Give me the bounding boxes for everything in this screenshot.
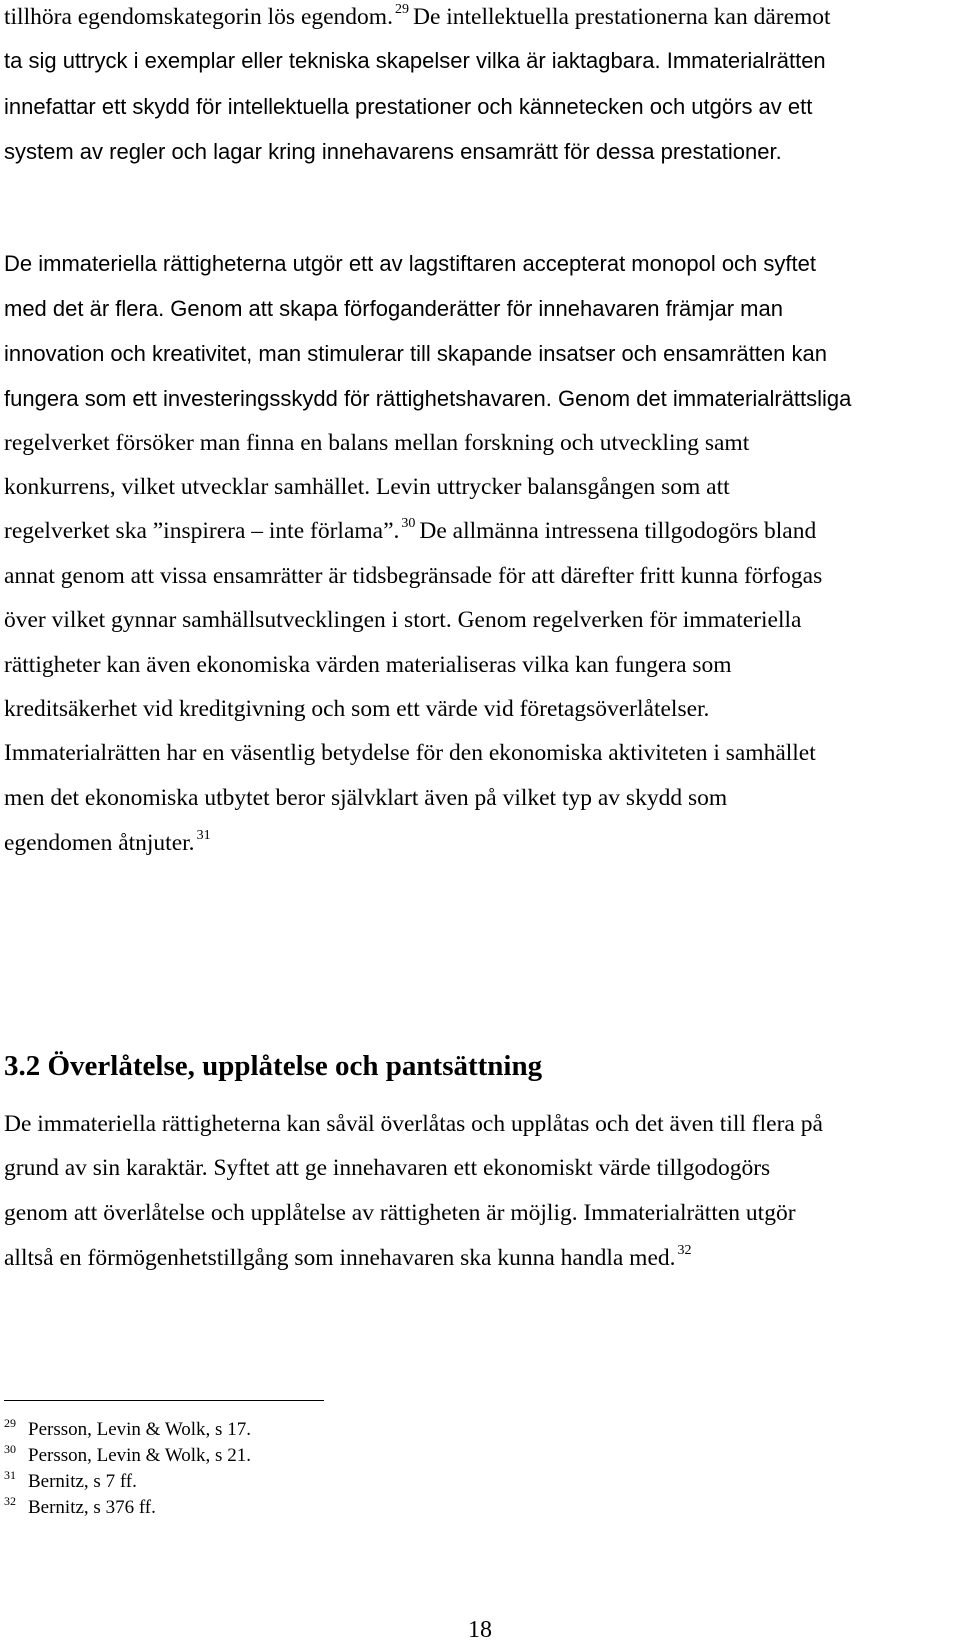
body-line bbox=[4, 828, 215, 858]
body-line: konkurrens, vilket utvecklar samhället. Levin uttrycker balansgången som att bbox=[4, 474, 730, 500]
page-number: 18 bbox=[468, 1617, 492, 1643]
body-line: grund av sin karaktär. Syftet att ge innehavaren ett ekonomiskt värde tillgodogörs bbox=[4, 1155, 771, 1181]
body-line: över vilket gynnar samhällsutvecklingen i stort. Genom regelverken för immateriella bbox=[4, 607, 802, 633]
footnote-reference: 32 bbox=[677, 1243, 692, 1258]
text-fragment: tillhöra egendomskategorin lös egendom. bbox=[4, 4, 393, 30]
footnote-reference: 29 bbox=[394, 2, 409, 17]
body-line: De immateriella rättigheterna kan såväl överlåtas och upplåtas och det även till flera på bbox=[4, 1111, 823, 1137]
body-line: kreditsäkerhet vid kreditgivning och som ett värde vid företagsöverlåtelser. bbox=[4, 696, 710, 722]
body-line bbox=[4, 2, 831, 32]
body-line: rättigheter kan även ekonomiska värden materialiseras vilka kan fungera som bbox=[4, 652, 732, 678]
body-line bbox=[4, 516, 816, 546]
text-fragment: regelverket ska ”inspirera – inte förlama”. bbox=[4, 518, 400, 544]
text-fragment: alltså en förmögenhetstillgång som innehavaren ska kunna handla med. bbox=[4, 1245, 676, 1271]
footnote-reference: 30 bbox=[401, 516, 416, 531]
section-heading: 3.2 Överlåtelse, upplåtelse och pantsättning bbox=[4, 1050, 543, 1082]
footnote-reference: 31 bbox=[196, 828, 211, 843]
text-fragment: egendomen åtnjuter. bbox=[4, 830, 195, 856]
body-line: annat genom att vissa ensamrätter är tidsbegränsade för att därefter fritt kunna förfogas bbox=[4, 563, 823, 589]
body-line: genom att överlåtelse och upplåtelse av rättigheten är möjlig. Immaterialrätten utgör bbox=[4, 1200, 796, 1226]
body-line: De immateriella rättigheterna utgör ett av lagstiftaren accepterat monopol och syftet bbox=[4, 251, 816, 276]
footnote-text: Persson, Levin & Wolk, s 21. bbox=[28, 1445, 251, 1466]
footnote: 30 Persson, Levin & Wolk, s 21. bbox=[4, 1442, 251, 1466]
footnote-text: Persson, Levin & Wolk, s 17. bbox=[28, 1419, 251, 1440]
body-line: ta sig uttryck i exemplar eller tekniska skapelser vilka är iaktagbara. Immaterialrätten bbox=[4, 48, 826, 73]
body-line: innefattar ett skydd för intellektuella prestationer och kännetecken och utgörs av ett bbox=[4, 94, 813, 119]
footnote: 32 Bernitz, s 376 ff. bbox=[4, 1494, 156, 1518]
footnote-text: Bernitz, s 7 ff. bbox=[28, 1471, 137, 1492]
body-line: system av regler och lagar kring innehavarens ensamrätt för dessa prestationer. bbox=[4, 139, 782, 164]
text-fragment: De intellektuella prestationerna kan däremot bbox=[412, 4, 831, 30]
body-line: innovation och kreativitet, man stimulerar till skapande insatser och ensamrätten kan bbox=[4, 341, 827, 366]
text-fragment: De allmänna intressena tillgodogörs bland bbox=[419, 518, 817, 544]
body-line: Immaterialrätten har en väsentlig betydelse för den ekonomiska aktiviteten i samhället bbox=[4, 740, 816, 766]
footnote: 31 Bernitz, s 7 ff. bbox=[4, 1468, 137, 1492]
footnote-separator bbox=[4, 1400, 324, 1401]
body-line: med det är flera. Genom att skapa förfoganderätter för innehavaren främjar man bbox=[4, 296, 783, 321]
body-line: regelverket försöker man finna en balans mellan forskning och utveckling samt bbox=[4, 430, 750, 456]
body-line bbox=[4, 1243, 696, 1273]
body-line: men det ekonomiska utbytet beror självklart även på vilket typ av skydd som bbox=[4, 785, 728, 811]
body-line: fungera som ett investeringsskydd för rättighetshavaren. Genom det immaterialrättsliga bbox=[4, 386, 852, 411]
footnote-text: Bernitz, s 376 ff. bbox=[28, 1497, 156, 1518]
footnote: 29 Persson, Levin & Wolk, s 17. bbox=[4, 1416, 251, 1440]
